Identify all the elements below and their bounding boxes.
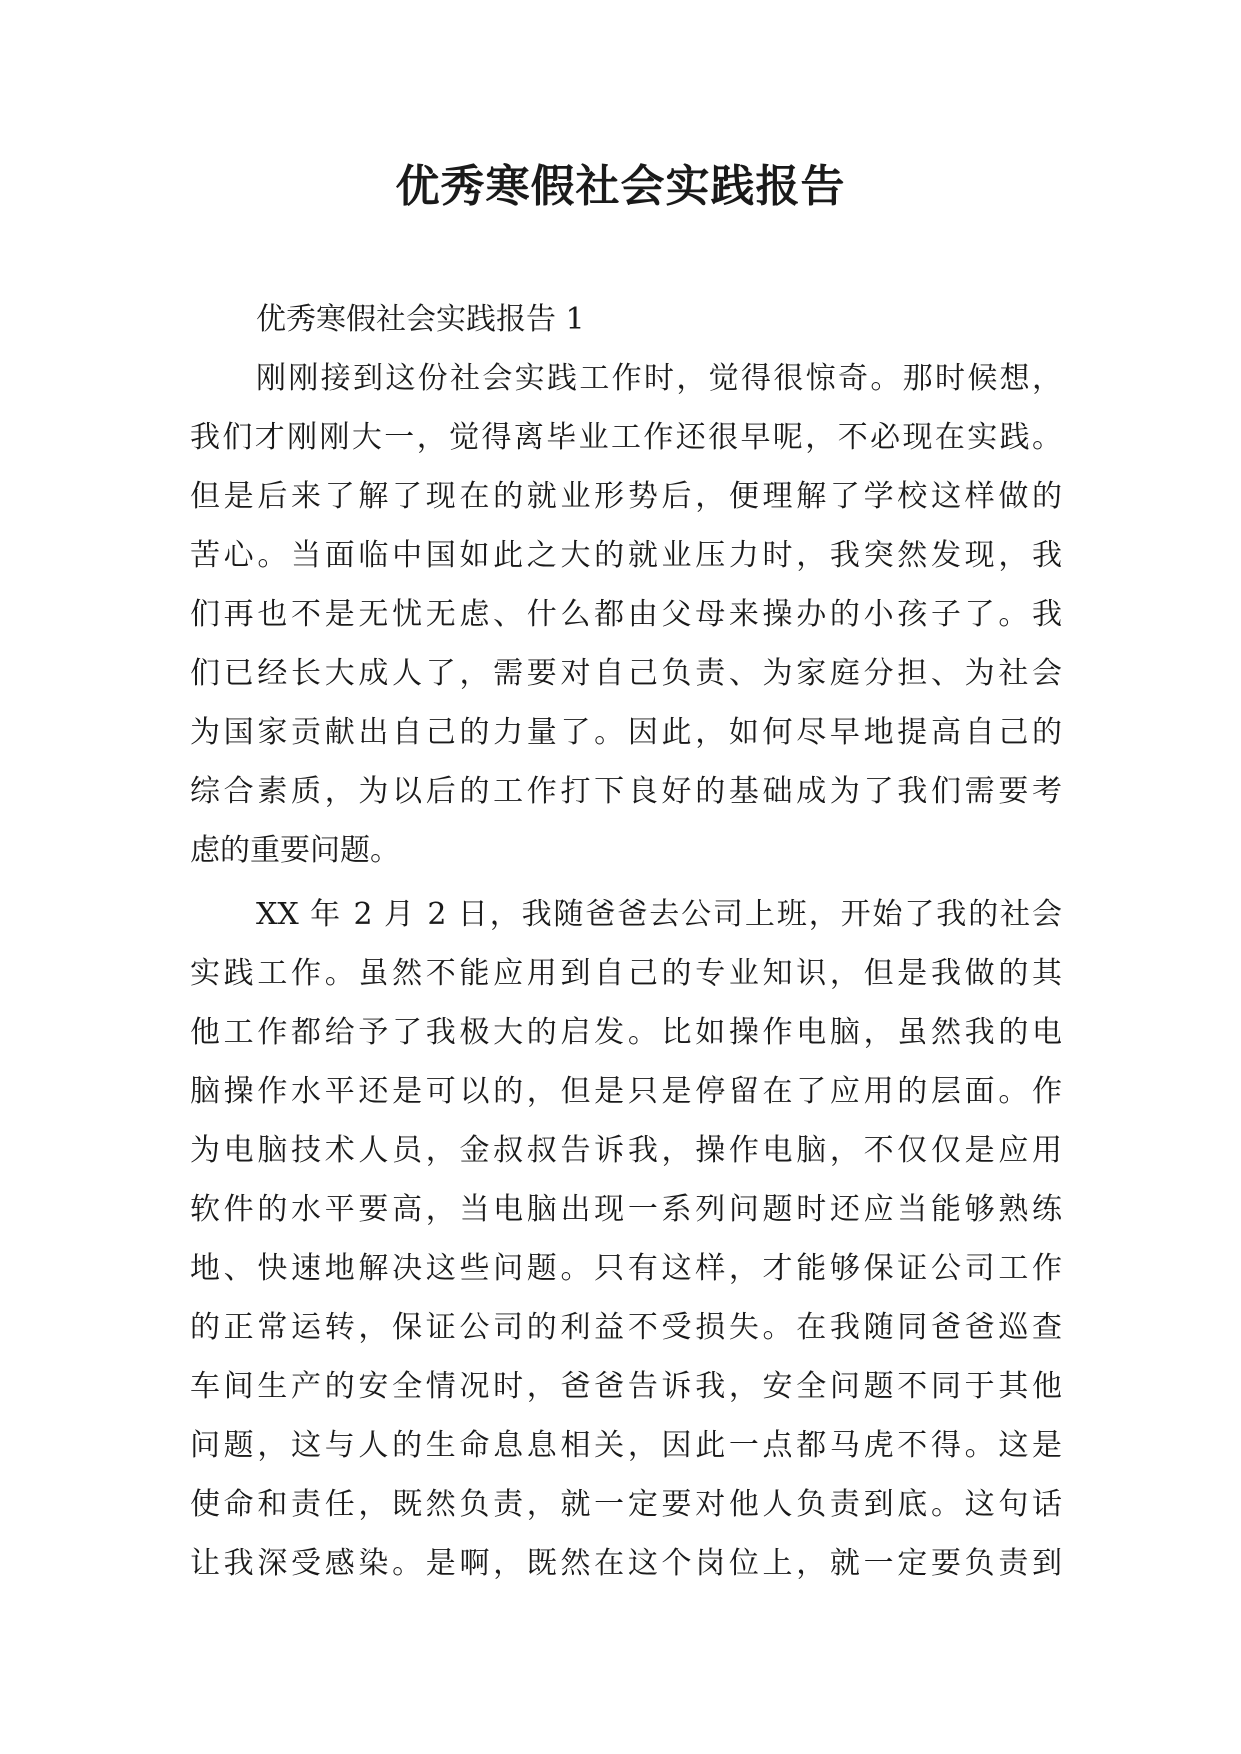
paragraph-line: 们再也不是无忧无虑、什么都由父母来操办的小孩子了。我: [190, 597, 1062, 632]
paragraph-line: 我们才刚刚大一，觉得离毕业工作还很早呢，不必现在实践。: [190, 420, 1062, 455]
paragraph-1: [190, 349, 1062, 880]
document-body: [190, 290, 1062, 1593]
paragraph-line: 为电脑技术人员，金叔叔告诉我，操作电脑，不仅仅是应用: [190, 1133, 1062, 1168]
paragraph-line: 为国家贡献出自己的力量了。因此，如何尽早地提高自己的: [190, 715, 1062, 750]
paragraph-line: 综合素质，为以后的工作打下良好的基础成为了我们需要考: [190, 774, 1062, 809]
paragraph-line: 车间生产的安全情况时，爸爸告诉我，安全问题不同于其他: [190, 1369, 1062, 1404]
section-heading: 优秀寒假社会实践报告 1: [256, 302, 585, 337]
paragraph-line: 们已经长大成人了，需要对自己负责、为家庭分担、为社会: [190, 656, 1062, 691]
document-title: 优秀寒假社会实践报告: [395, 161, 846, 212]
paragraph-line: 软件的水平要高，当电脑出现一系列问题时还应当能够熟练: [190, 1192, 1062, 1227]
paragraph-line: XX 年 2 月 2 日，我随爸爸去公司上班，开始了我的社会: [256, 897, 1062, 932]
paragraph-line: 刚刚接到这份社会实践工作时，觉得很惊奇。那时候想，: [256, 361, 1062, 396]
paragraph-line: 让我深受感染。是啊，既然在这个岗位上，就一定要负责到: [190, 1546, 1062, 1581]
paragraph-line: 地、快速地解决这些问题。只有这样，才能够保证公司工作: [190, 1251, 1062, 1286]
paragraph-line: 但是后来了解了现在的就业形势后，便理解了学校这样做的: [190, 479, 1062, 514]
paragraph-line: 脑操作水平还是可以的，但是只是停留在了应用的层面。作: [190, 1074, 1062, 1109]
paragraph-line: 实践工作。虽然不能应用到自己的专业知识，但是我做的其: [190, 956, 1062, 991]
paragraph-line: 他工作都给予了我极大的启发。比如操作电脑，虽然我的电: [190, 1015, 1062, 1050]
paragraph-2: [190, 885, 1062, 1593]
paragraph-line: 的正常运转，保证公司的利益不受损失。在我随同爸爸巡查: [190, 1310, 1062, 1345]
paragraph-line: 使命和责任，既然负责，就一定要对他人负责到底。这句话: [190, 1487, 1062, 1522]
paragraph-line: 苦心。当面临中国如此之大的就业压力时，我突然发现，我: [190, 538, 1062, 573]
paragraph-line: 问题，这与人的生命息息相关，因此一点都马虎不得。这是: [190, 1428, 1062, 1463]
paragraph-line: 虑的重要问题。: [190, 833, 400, 868]
